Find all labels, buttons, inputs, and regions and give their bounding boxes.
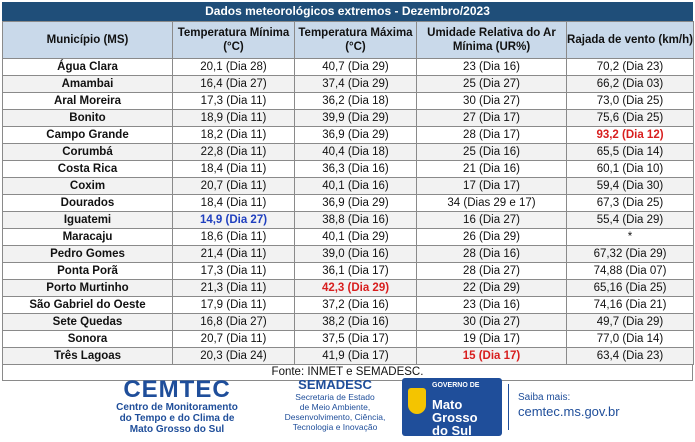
cell-umidade: 28 (Dia 27) — [417, 263, 567, 280]
more-info-block — [518, 392, 620, 419]
header-temp-max: Temperatura Máxima (°C) — [295, 22, 417, 59]
cell-municipio: Amambai — [3, 76, 173, 93]
cell-municipio: Aral Moreira — [3, 93, 173, 110]
table-row — [3, 178, 694, 195]
cell-rajada: 55,4 (Dia 29) — [567, 212, 694, 229]
header-umidade: Umidade Relativa do Ar Mínima (UR%) — [417, 22, 567, 59]
cell-rajada: 65,16 (Dia 25) — [567, 280, 694, 297]
footer-divider — [508, 384, 509, 430]
gov-name-line-2: Grosso — [432, 410, 478, 425]
cell-temp-min: 21,3 (Dia 11) — [173, 280, 295, 297]
cell-rajada: 67,32 (Dia 29) — [567, 246, 694, 263]
table-row — [3, 144, 694, 161]
cell-temp-min: 20,7 (Dia 11) — [173, 331, 295, 348]
cell-temp-max: 36,9 (Dia 29) — [295, 195, 417, 212]
cell-temp-max: 40,4 (Dia 18) — [295, 144, 417, 161]
cell-temp-min: 17,3 (Dia 11) — [173, 93, 295, 110]
cemtec-logo: CEMTEC — [123, 376, 231, 403]
cell-umidade: 23 (Dia 16) — [417, 297, 567, 314]
cell-temp-max: 39,0 (Dia 16) — [295, 246, 417, 263]
semadesc-line-4: Tecnologia e Inovação — [292, 422, 378, 432]
gov-top-text — [432, 382, 479, 390]
cell-umidade: 27 (Dia 17) — [417, 110, 567, 127]
header-rajada: Rajada de vento (km/h) — [567, 22, 694, 59]
cell-temp-max: 37,4 (Dia 29) — [295, 76, 417, 93]
cell-temp-max: 37,5 (Dia 17) — [295, 331, 417, 348]
website-link[interactable]: cemtec.ms.gov.br — [518, 404, 620, 419]
cell-umidade: 34 (Dias 29 e 17) — [417, 195, 567, 212]
cell-municipio: Campo Grande — [3, 127, 173, 144]
header-temp-min: Temperatura Mínima (°C) — [173, 22, 295, 59]
more-info-label: Saiba mais: — [518, 392, 571, 403]
cell-umidade: 15 (Dia 17) — [417, 348, 567, 365]
cell-municipio: Costa Rica — [3, 161, 173, 178]
cell-umidade: 30 (Dia 27) — [417, 314, 567, 331]
table-row — [3, 246, 694, 263]
cell-temp-min: 17,9 (Dia 11) — [173, 297, 295, 314]
cell-municipio: Sete Quedas — [3, 314, 173, 331]
cell-umidade: 28 (Dia 17) — [417, 127, 567, 144]
state-emblem-icon — [408, 388, 426, 414]
cell-temp-max: 36,3 (Dia 16) — [295, 161, 417, 178]
semadesc-line-2: de Meio Ambiente, — [299, 402, 371, 412]
cell-municipio: Ponta Porã — [3, 263, 173, 280]
cell-rajada: 77,0 (Dia 14) — [567, 331, 694, 348]
cemtec-line-1: Centro de Monitoramento — [116, 402, 238, 413]
cell-municipio: Bonito — [3, 110, 173, 127]
cell-temp-min: 18,9 (Dia 11) — [173, 110, 295, 127]
cell-umidade: 26 (Dia 29) — [417, 229, 567, 246]
cell-temp-min: 22,8 (Dia 11) — [173, 144, 295, 161]
table-row — [3, 280, 694, 297]
cell-umidade: 25 (Dia 27) — [417, 76, 567, 93]
header-row — [3, 22, 694, 59]
cell-municipio: Iguatemi — [3, 212, 173, 229]
table-row — [3, 263, 694, 280]
table-body — [3, 59, 694, 365]
cell-temp-max: 36,1 (Dia 17) — [295, 263, 417, 280]
gov-top-line: GOVERNO DE — [432, 382, 480, 389]
cell-rajada: 60,1 (Dia 10) — [567, 161, 694, 178]
cell-umidade: 21 (Dia 16) — [417, 161, 567, 178]
semadesc-logo-block — [270, 378, 400, 432]
cell-umidade: 16 (Dia 27) — [417, 212, 567, 229]
header-municipio: Município (MS) — [3, 22, 173, 59]
cell-temp-min: 18,4 (Dia 11) — [173, 195, 295, 212]
cell-rajada: 65,5 (Dia 14) — [567, 144, 694, 161]
table-row — [3, 76, 694, 93]
cell-umidade: 22 (Dia 29) — [417, 280, 567, 297]
gov-state-name — [432, 398, 478, 437]
cell-municipio: Pedro Gomes — [3, 246, 173, 263]
semadesc-logo: SEMADESC — [298, 377, 372, 392]
cell-rajada: 73,0 (Dia 25) — [567, 93, 694, 110]
cell-temp-max: 37,2 (Dia 16) — [295, 297, 417, 314]
cell-municipio: Sonora — [3, 331, 173, 348]
cell-temp-min: 16,4 (Dia 27) — [173, 76, 295, 93]
table-row — [3, 348, 694, 365]
cell-municipio: Porto Murtinho — [3, 280, 173, 297]
semadesc-line-3: Desenvolvimento, Ciência, — [284, 412, 386, 422]
cell-umidade: 25 (Dia 16) — [417, 144, 567, 161]
cell-temp-max: 40,7 (Dia 29) — [295, 59, 417, 76]
cell-temp-max: 38,2 (Dia 16) — [295, 314, 417, 331]
source-note: Fonte: INMET e SEMADESC. — [2, 365, 693, 381]
cemtec-line-3: Mato Grosso do Sul — [129, 424, 225, 435]
cell-temp-min: 18,2 (Dia 11) — [173, 127, 295, 144]
cell-municipio: Água Clara — [3, 59, 173, 76]
cell-temp-min: 20,3 (Dia 24) — [173, 348, 295, 365]
cell-rajada: 74,16 (Dia 21) — [567, 297, 694, 314]
table-title: Dados meteorológicos extremos - Dezembro/2023 — [2, 2, 693, 21]
table-row — [3, 331, 694, 348]
table-row — [3, 297, 694, 314]
cell-rajada: 59,4 (Dia 30) — [567, 178, 694, 195]
cell-umidade: 30 (Dia 27) — [417, 93, 567, 110]
cell-rajada: 63,4 (Dia 23) — [567, 348, 694, 365]
cell-temp-max: 42,3 (Dia 29) — [295, 280, 417, 297]
cell-temp-min: 20,1 (Dia 28) — [173, 59, 295, 76]
cell-temp-max: 36,2 (Dia 18) — [295, 93, 417, 110]
semadesc-line-1: Secretaria de Estado — [295, 392, 375, 402]
table-row — [3, 195, 694, 212]
table-row — [3, 127, 694, 144]
cell-umidade: 19 (Dia 17) — [417, 331, 567, 348]
cell-temp-min: 18,6 (Dia 11) — [173, 229, 295, 246]
cell-rajada: 49,7 (Dia 29) — [567, 314, 694, 331]
table-row — [3, 314, 694, 331]
cemtec-line-2: do Tempo e do Clima de — [119, 413, 235, 424]
cell-municipio: Dourados — [3, 195, 173, 212]
cell-temp-min: 16,8 (Dia 27) — [173, 314, 295, 331]
cell-temp-max: 41,9 (Dia 17) — [295, 348, 417, 365]
cell-municipio: Coxim — [3, 178, 173, 195]
cell-municipio: São Gabriel do Oeste — [3, 297, 173, 314]
table-row — [3, 229, 694, 246]
cell-rajada: 93,2 (Dia 12) — [567, 127, 694, 144]
cemtec-logo-block — [102, 378, 252, 435]
weather-table — [2, 21, 694, 365]
cell-umidade: 23 (Dia 16) — [417, 59, 567, 76]
footer-logos — [2, 376, 693, 440]
weather-table-container — [2, 2, 693, 381]
cell-temp-max: 36,9 (Dia 29) — [295, 127, 417, 144]
cell-temp-min: 14,9 (Dia 27) — [173, 212, 295, 229]
gov-name-line-3: do Sul — [432, 423, 472, 438]
cell-rajada: 74,88 (Dia 07) — [567, 263, 694, 280]
cell-temp-min: 20,7 (Dia 11) — [173, 178, 295, 195]
cell-temp-max: 40,1 (Dia 29) — [295, 229, 417, 246]
gov-name-line-1: Mato — [432, 397, 463, 412]
governo-ms-logo — [402, 378, 502, 436]
cell-rajada: 75,6 (Dia 25) — [567, 110, 694, 127]
cell-temp-min: 18,4 (Dia 11) — [173, 161, 295, 178]
cell-municipio: Três Lagoas — [3, 348, 173, 365]
cell-umidade: 28 (Dia 16) — [417, 246, 567, 263]
cell-temp-max: 40,1 (Dia 16) — [295, 178, 417, 195]
table-row — [3, 93, 694, 110]
cell-temp-max: 39,9 (Dia 29) — [295, 110, 417, 127]
cell-umidade: 17 (Dia 17) — [417, 178, 567, 195]
table-row — [3, 161, 694, 178]
table-row — [3, 110, 694, 127]
cell-municipio: Maracaju — [3, 229, 173, 246]
cell-temp-min: 21,4 (Dia 11) — [173, 246, 295, 263]
table-row — [3, 212, 694, 229]
cell-rajada: 66,2 (Dia 03) — [567, 76, 694, 93]
table-row — [3, 59, 694, 76]
cell-rajada: 67,3 (Dia 25) — [567, 195, 694, 212]
cell-temp-max: 38,8 (Dia 16) — [295, 212, 417, 229]
cell-temp-min: 17,3 (Dia 11) — [173, 263, 295, 280]
cell-rajada: * — [567, 229, 694, 246]
cell-rajada: 70,2 (Dia 23) — [567, 59, 694, 76]
cell-municipio: Corumbá — [3, 144, 173, 161]
